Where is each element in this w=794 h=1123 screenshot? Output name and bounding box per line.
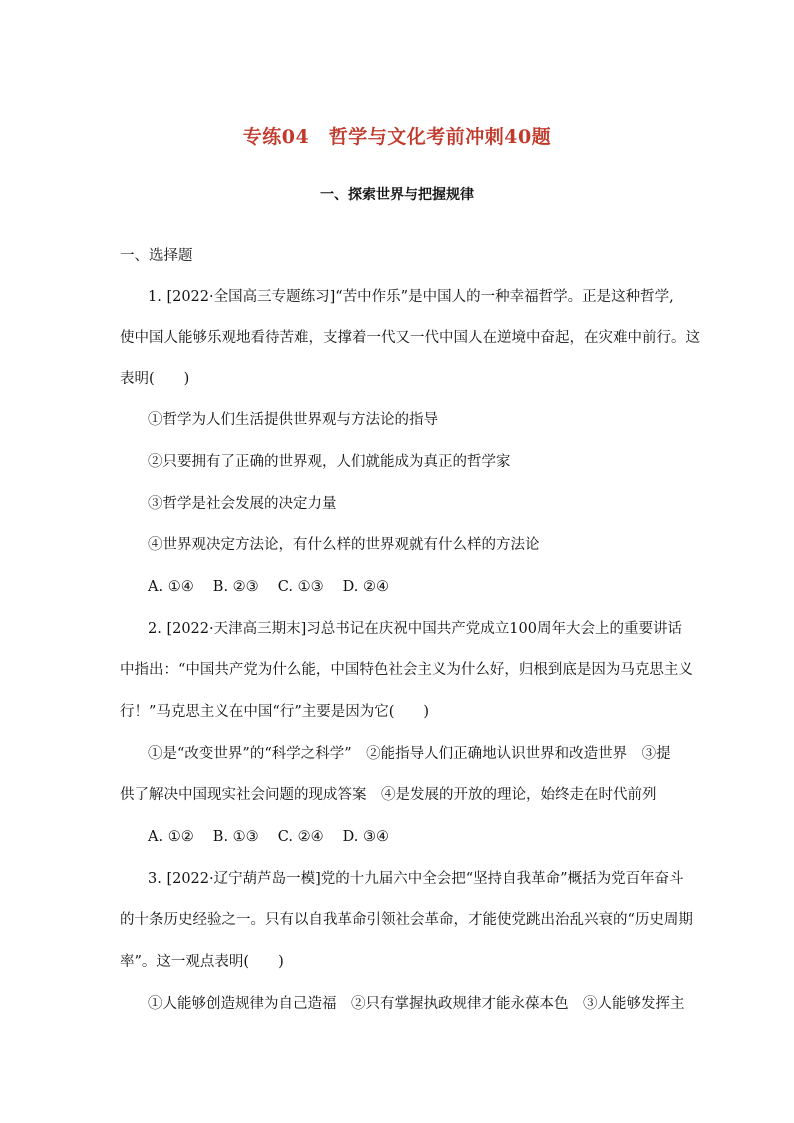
q1-statement-4: ④世界观决定方法论，有什么样的世界观就有什么样的方法论 bbox=[148, 537, 540, 553]
q3-stem-line-1: 3. [2022·辽宁葫芦岛一模]党的十九届六中全会把“坚持自我革命”概括为党百年奋斗 bbox=[148, 871, 684, 887]
q2-options: A. ①② B. ①③ C. ②④ D. ③④ bbox=[148, 829, 390, 845]
q1-stem-line-1: 1. [2022·全国高三专题练习]“苦中作乐”是中国人的一种幸福哲学。正是这种哲学, bbox=[148, 289, 674, 305]
page-title: 专练04 哲学与文化考前冲刺40题 bbox=[242, 126, 552, 148]
q1-stem-line-2: 使中国人能够乐观地看待苦难，支撑着一代又一代中国人在逆境中奋起，在灾难中前行。这 bbox=[120, 330, 700, 346]
q1-stem-line-3: 表明( ) bbox=[120, 371, 190, 387]
q2-stem-line-1: 2. [2022·天津高三期末]习总书记在庆祝中国共产党成立100周年大会上的重要讲话 bbox=[148, 621, 682, 637]
q1-options: A. ①④ B. ②③ C. ①③ D. ②④ bbox=[148, 579, 390, 595]
q2-stem-line-2: 中指出：“中国共产党为什么能，中国特色社会主义为什么好，归根到底是因为马克思主义 bbox=[120, 662, 693, 678]
q1-statement-1: ①哲学为人们生活提供世界观与方法论的指导 bbox=[148, 412, 438, 428]
q2-statement-1: ①是“改变世界”的“科学之科学” ②能指导人们正确地认识世界和改造世界 ③提 bbox=[148, 746, 671, 762]
question-type-label: 一、选择题 bbox=[120, 248, 193, 264]
q1-statement-2: ②只要拥有了正确的世界观，人们就能成为真正的哲学家 bbox=[148, 454, 511, 470]
q2-stem-line-3: 行！”马克思主义在中国“行”主要是因为它( ) bbox=[120, 704, 430, 720]
q3-stem-line-3: 率”。这一观点表明( ) bbox=[120, 954, 284, 970]
q3-stem-line-2: 的十条历史经验之一。只有以自我革命引领社会革命，才能使党跳出治乱兴衰的“历史周期 bbox=[120, 912, 693, 928]
q1-statement-3: ③哲学是社会发展的决定力量 bbox=[148, 496, 337, 512]
section-heading: 一、探索世界与把握规律 bbox=[320, 187, 474, 203]
q3-statement-1: ①人能够创造规律为自己造福 ②只有掌握执政规律才能永葆本色 ③人能够发挥主 bbox=[148, 996, 685, 1012]
q2-statement-2: 供了解决中国现实社会问题的现成答案 ④是发展的开放的理论，始终走在时代前列 bbox=[120, 787, 657, 803]
